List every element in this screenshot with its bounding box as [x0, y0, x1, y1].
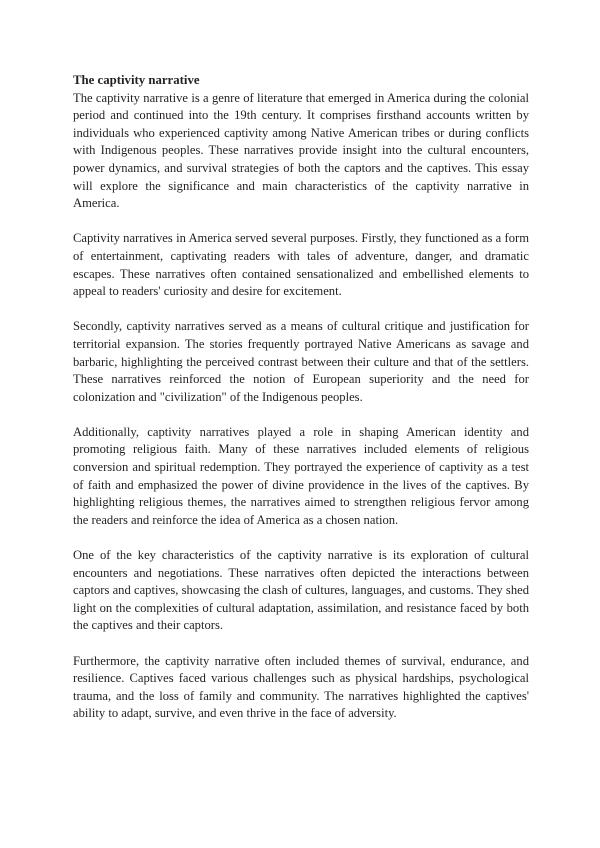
- paragraph-cultural-critique: Secondly, captivity narratives served as a means of cultural critique and justification for territorial expansion. The stories frequently portrayed Native Americans as savage and barbaric, highlighting the perceived contrast between their culture and that of the settlers. These narratives reinforced the notion of European superiority and the need for colonization and "civilization" of the Indigenous peoples.: [73, 319, 529, 404]
- paragraph-identity-faith: Additionally, captivity narratives played a role in shaping American identity and promoting religious faith. Many of these narratives included elements of religious conversion and spiritual redemption. They portrayed the experience of captivity as a test of faith and emphasized the power of divine providence in the lives of the captives. By highlighting religious themes, the narratives aimed to strengthen religious fervor among the readers and reinforce the idea of America as a chosen nation.: [73, 424, 529, 527]
- paragraph-intro: The captivity narrative is a genre of literature that emerged in America during the colonial period and continued into the 19th century. It comprises firsthand accounts written by individuals who experienced captivity among Native American tribes or during conflicts with Indigenous peoples. These narratives provide insight into the cultural encounters, power dynamics, and survival strategies of both the captors and the captives. This essay will explore the significance and main characteristics of the captivity narrative in America.: [73, 90, 529, 211]
- document-page: [73, 72, 529, 741]
- document-title: The captivity narrative: [73, 73, 200, 87]
- paragraph-purposes: Captivity narratives in America served several purposes. Firstly, they functioned as a form of entertainment, captivating readers with tales of adventure, danger, and dramatic escapes. These narratives often contained sensationalized and embellished elements to appeal to readers' curiosity and desire for excitement.: [73, 231, 529, 299]
- paragraph-cultural-encounters: One of the key characteristics of the captivity narrative is its exploration of cultural encounters and negotiations. These narratives often depicted the interactions between captors and captives, showcasing the clash of cultures, languages, and customs. They shed light on the complexities of cultural adaptation, assimilation, and resistance faced by both the captives and their captors.: [73, 548, 529, 633]
- paragraph-survival: Furthermore, the captivity narrative often included themes of survival, endurance, and resilience. Captives faced various challenges such as physical hardships, psychological trauma, and the loss of family and community. The narratives highlighted the captives' ability to adapt, survive, and even thrive in the face of adversity.: [73, 653, 529, 721]
